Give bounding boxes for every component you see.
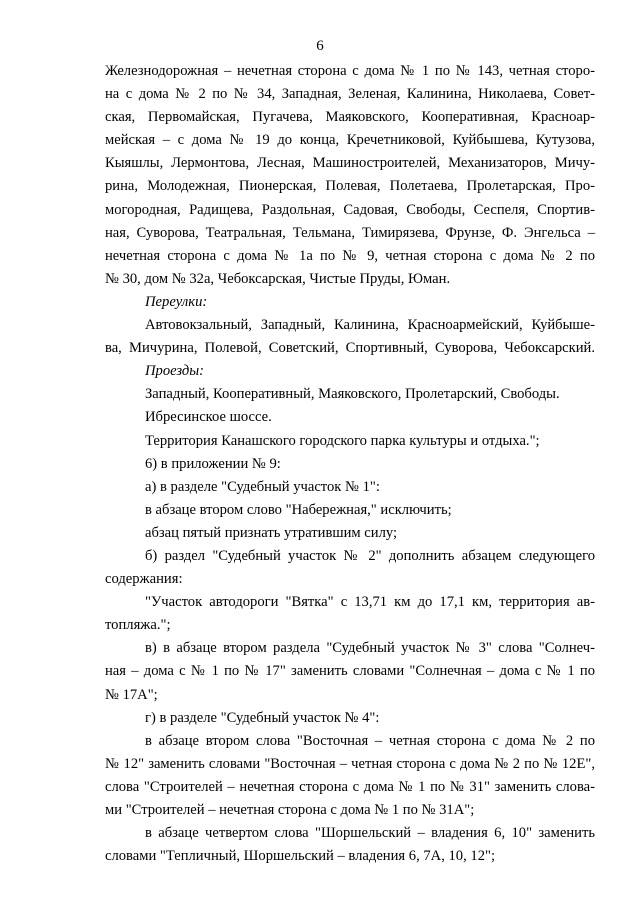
- text-line: № 30, дом № 32а, Чебоксарская, Чистые Пруды, Юман.: [105, 270, 451, 287]
- text-line: № 17А";: [105, 686, 158, 703]
- text-line: г) в разделе "Судебный участок № 4":: [145, 709, 380, 726]
- text-line: нечетная сторона с дома № 1а по № 9, четная сторона с дома № 2 по: [105, 247, 595, 264]
- text-line: Ибресинское шоссе.: [145, 409, 272, 426]
- text-line: рина, Молодежная, Пионерская, Полевая, Полетаева, Пролетарская, Про-: [105, 178, 595, 195]
- text-line: в) в абзаце втором раздела "Судебный участок № 3" слова "Солнеч-: [145, 640, 595, 657]
- text-line: б) раздел "Судебный участок № 2" дополнить абзацем следующего: [145, 547, 595, 564]
- text-line: а) в разделе "Судебный участок № 1":: [145, 478, 380, 495]
- text-line: ская, Первомайская, Пугачева, Маяковского, Кооперативная, Красноар-: [105, 109, 595, 126]
- document-body: [105, 60, 595, 868]
- text-line: содержания:: [105, 571, 183, 588]
- text-line: слова "Строителей – нечетная сторона с дома № 1 по № 31" заменить слова-: [105, 778, 595, 795]
- text-line: ная, Суворова, Театральная, Тельмана, Тимирязева, Фрунзе, Ф. Энгельса –: [105, 224, 595, 241]
- text-line: № 12" заменить словами "Восточная – четная сторона с дома № 2 по № 12Е",: [105, 755, 595, 772]
- section-heading: Проезды:: [145, 363, 205, 380]
- text-line: на с дома № 2 по № 34, Западная, Зеленая, Калинина, Николаева, Совет-: [105, 86, 595, 103]
- text-line: ва, Мичурина, Полевой, Советский, Спортивный, Суворова, Чебоксарский.: [105, 340, 595, 357]
- text-line: абзац пятый признать утратившим силу;: [145, 524, 398, 541]
- text-line: мейская – с дома № 19 до конца, Кречетниковой, Куйбышева, Кутузова,: [105, 132, 595, 149]
- text-line: 6) в приложении № 9:: [145, 455, 281, 472]
- text-line: словами "Тепличный, Шоршельский – владения 6, 7А, 10, 12";: [105, 848, 495, 865]
- text-line: Территория Канашского городского парка культуры и отдыха.";: [145, 432, 540, 449]
- text-line: ми "Строителей – нечетная сторона с дома № 1 по № 31А";: [105, 802, 475, 818]
- text-line: ная – дома с № 1 по № 17" заменить словами "Солнечная – дома с № 1 по: [105, 663, 595, 680]
- text-line: могородная, Радищева, Раздольная, Садовая, Свободы, Сеспеля, Спортив-: [105, 201, 595, 218]
- section-heading: Переулки:: [145, 293, 208, 310]
- text-line: в абзаце четвертом слова "Шоршельский – владения 6, 10" заменить: [145, 825, 595, 842]
- text-line: в абзаце втором слово "Набережная," исключить;: [145, 501, 452, 518]
- page-number: 6: [316, 38, 324, 54]
- text-line: Автовокзальный, Западный, Калинина, Красноармейский, Куйбыше-: [145, 317, 595, 334]
- text-line: топляжа.";: [105, 617, 171, 634]
- text-line: Железнодорожная – нечетная сторона с дома № 1 по № 143, четная сторо-: [105, 63, 595, 79]
- text-line: "Участок автодороги "Вятка" с 13,71 км до 17,1 км, территория ав-: [145, 594, 595, 611]
- text-line: в абзаце втором слова "Восточная – четная сторона с дома № 2 по: [145, 732, 595, 749]
- text-line: Кыяшлы, Лермонтова, Лесная, Машиностроителей, Механизаторов, Мичу-: [105, 155, 595, 172]
- text-line: Западный, Кооперативный, Маяковского, Пролетарский, Свободы.: [145, 386, 560, 403]
